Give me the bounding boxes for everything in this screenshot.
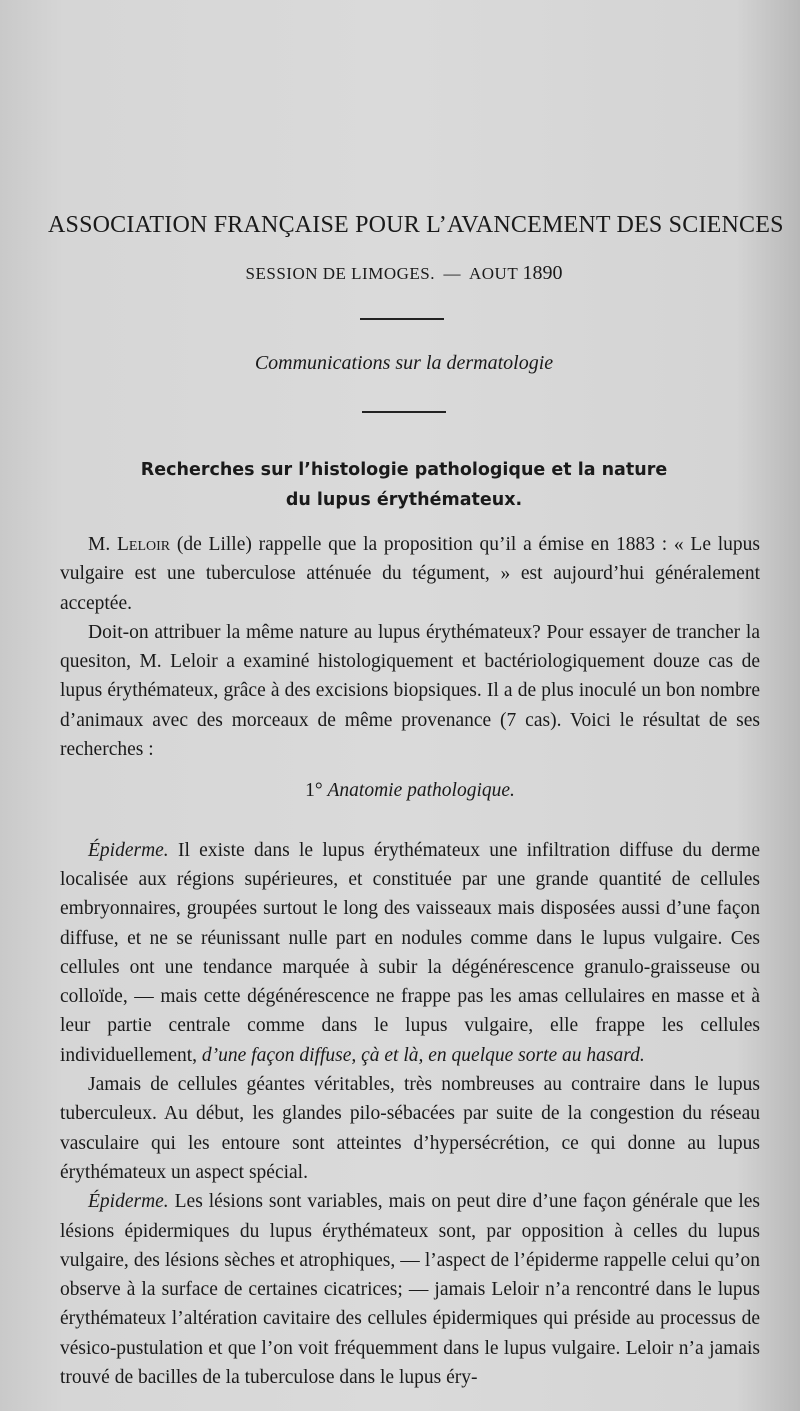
session-prefix: SESSION DE LIMOGES. <box>245 264 435 283</box>
paragraph-5-text: Les lésions sont variables, mais on peut dire d’une façon générale que les lésions épidermiques du lupus érythémateux sont, par opposition à celles du lupus vulgaire, des lésions sèches et atrophiques, — l’aspect de l’épiderme rappelle celui qu’on observe à la surface de certaines cicatrices; — jamais Leloir n’a rencontré dans le lupus érythémateux l’altération cavitaire des cellules épidermiques qui préside au processus de vésico-pustulation et que l’on voit fréquemment dans le lupus vulgaire. Leloir n’a jamais trouvé de bacilles de la tuberculose dans le lupus éry- <box>60 1191 760 1389</box>
subsection-title: Anatomie pathologique. <box>327 780 515 802</box>
title-divider-top <box>360 318 444 320</box>
paragraph-3-italic: d’une façon diffuse, çà et là, en quelque sorte au hasard. <box>197 1044 645 1066</box>
article-body <box>60 530 760 1392</box>
paragraph-1-text: (de Lille) rappelle que la proposition qu’il a émise en 1883 : « Le lupus vulgaire est une tuberculose atténuée du tégument, » est aujourd’hui généralement acceptée. <box>60 534 760 614</box>
article-title-line-1: Recherches sur l’histologie pathologique et la nature <box>140 460 668 480</box>
subsection-heading <box>60 776 760 805</box>
subsection-number: 1° <box>305 780 323 802</box>
session-month: AOUT <box>468 264 519 283</box>
paragraph-5 <box>60 1187 760 1392</box>
session-dash: — <box>443 264 461 283</box>
paragraph-1 <box>60 530 760 618</box>
paragraph-3 <box>60 836 760 1070</box>
paragraph-4: Jamais de cellules géantes véritables, très nombreuses au contraire dans le lupus tuberculeux. Au début, les glandes pilo-sébacées par suite de la congestion du réseau vasculaire qui les entoure sont atteintes d’hypersécrétion, ce qui donne au lupus érythémateux un aspect spécial. <box>60 1074 760 1183</box>
session-year: 1890 <box>522 262 563 284</box>
author-name: M. Leloir <box>88 534 171 555</box>
paragraph-5-lead: Épiderme. <box>88 1191 169 1213</box>
paragraph-2: Doit-on attribuer la même nature au lupus érythémateux? Pour essayer de trancher la quesiton, M. Leloir a examiné histologiquement et bactériologiquement douze cas de lupus érythémateux, grâce à des excisions biopsiques. Il a de plus inoculé un bon nombre d’animaux avec des morceaux de même provenance (7 cas). Voici le résultat de ses recherches : <box>60 621 760 761</box>
article-title <box>48 455 760 515</box>
association-heading: ASSOCIATION FRANÇAISE POUR L’AVANCEMENT DES SCIENCES <box>48 212 784 238</box>
session-line <box>48 262 760 285</box>
section-heading: Communications sur la dermatologie <box>254 352 554 374</box>
paragraph-3-lead: Épiderme. <box>88 839 169 861</box>
article-title-line-2: du lupus érythémateux. <box>285 490 523 510</box>
title-divider-bottom <box>362 411 446 413</box>
paragraph-3-text: Il existe dans le lupus érythémateux une infiltration diffuse du derme localisée aux régions supérieures, et constituée par une grande quantité de cellules embryonnaires, groupées surtout le long des vaisseaux mais disposées aussi d’une façon diffuse, et ne se réunissant nulle part en nodules comme dans le lupus vulgaire. Ces cellules ont une tendance marquée à subir la dégénérescence granulo-graisseuse ou colloïde, — mais cette dégénérescence ne frappe pas les amas cellulaires en masse et à leur partie centrale comme dans le lupus vulgaire, elle frappe les cellules individuellement, <box>60 839 760 1066</box>
